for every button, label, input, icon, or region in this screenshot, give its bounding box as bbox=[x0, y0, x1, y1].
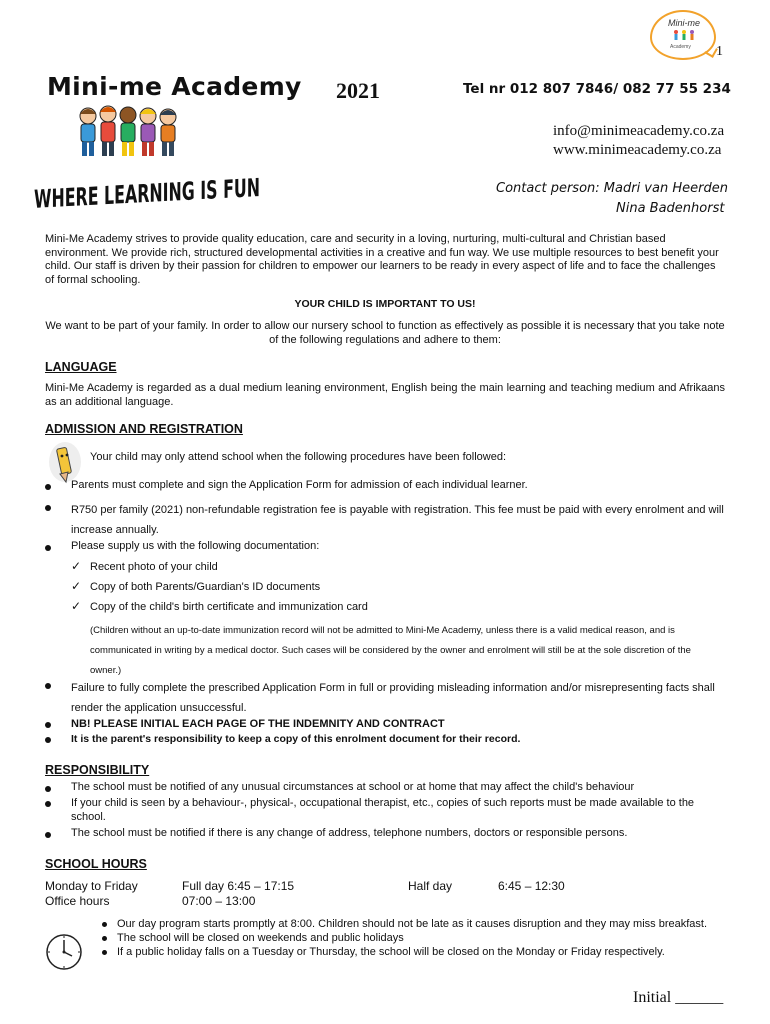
important-heading: YOUR CHILD IS IMPORTANT TO US! bbox=[294, 298, 476, 310]
responsibility-heading: RESPONSIBILITY bbox=[45, 763, 150, 777]
doc-item-3: Copy of the child's birth certificate and immunization card bbox=[90, 601, 368, 613]
hours-full-day: Full day 6:45 – 17:15 bbox=[182, 879, 295, 893]
doc-item-1: Recent photo of your child bbox=[90, 561, 218, 573]
logo-kids-icon bbox=[672, 29, 696, 41]
admission-lead: Your child may only attend school when the following procedures have been followed: bbox=[90, 451, 507, 463]
bullet bbox=[45, 484, 51, 490]
bullet bbox=[102, 936, 107, 941]
family-paragraph: We want to be part of your family. In order to allow our nursery school to function as effectively as possible it is necessary that you take note of the following regulations and adhere to them: bbox=[45, 320, 725, 346]
year: 2021 bbox=[336, 78, 380, 103]
bullet bbox=[45, 545, 51, 551]
bullet bbox=[102, 922, 107, 927]
admission-item-1: Parents must complete and sign the Application Form for admission of each individual learner. bbox=[71, 479, 528, 491]
page-number: 1 bbox=[716, 44, 723, 59]
hours-row2-label: Office hours bbox=[45, 894, 110, 908]
website-link[interactable]: www.minimeacademy.co.za bbox=[553, 142, 722, 158]
immunization-note: (Children without an up-to-date immunization record will not be admitted to Mini-Me Academy, unless there is a valid medical reason, and is communicated in writing by a medical doctor. Such cases will be considered by the owner and enrolment will still be at the sole discretion of the owner.) bbox=[90, 625, 691, 676]
responsibility-item-1: The school must be notified of any unusual circumstances at school or at home that may affect the child's behaviour bbox=[71, 781, 635, 793]
svg-text:WHERE LEARNING IS FUN: WHERE LEARNING IS FUN bbox=[34, 166, 391, 214]
logo-subtext: Academy bbox=[670, 44, 691, 50]
bullet bbox=[45, 786, 51, 792]
hours-note-1: Our day program starts promptly at 8:00. Children should not be late as it causes disruption and they may miss breakfast. bbox=[117, 918, 708, 930]
intro-paragraph: Mini-Me Academy strives to provide quality education, care and security in a loving, nurturing, multi-cultural and Christian based environment. We provide rich, structured developmental activities in a creative and fun way. We use multiple resources to best benefit your child. Our staff is driven by their passion for children to empower our learners to be ready in every aspect of life and to face the challenges of formal schooling. bbox=[45, 233, 719, 286]
bullet bbox=[45, 505, 51, 511]
admission-item-6: It is the parent's responsibility to keep a copy of this enrolment document for their record. bbox=[71, 733, 521, 745]
admission-item-3: Please supply us with the following documentation: bbox=[71, 540, 320, 552]
bullet bbox=[45, 683, 51, 689]
bullet bbox=[45, 722, 51, 728]
hours-office: 07:00 – 13:00 bbox=[182, 894, 256, 908]
hours-row1-label: Monday to Friday bbox=[45, 879, 138, 893]
slogan bbox=[32, 166, 391, 218]
admission-item-2: R750 per family (2021) non-refundable registration fee is payable with registration. This fee must be paid with every enrolment and will increase annually. bbox=[71, 504, 724, 536]
bullet bbox=[45, 801, 51, 807]
admission-item-5: NB! PLEASE INITIAL EACH PAGE OF THE INDEMNITY AND CONTRACT bbox=[71, 718, 445, 730]
responsibility-item-2: If your child is seen by a behaviour-, physical-, occupational therapist, etc., copies of such reports must be made available to the school. bbox=[71, 797, 695, 823]
email-link[interactable]: info@minimeacademy.co.za bbox=[553, 123, 725, 139]
admission-item-4: Failure to fully complete the prescribed Application Form in full or providing misleading information and/or misrepresenting facts shall render the application unsuccessful. bbox=[71, 682, 715, 714]
academy-name: Mini-me Academy bbox=[47, 72, 302, 101]
bullet bbox=[45, 737, 51, 743]
doc-item-2: Copy of both Parents/Guardian's ID documents bbox=[90, 581, 321, 593]
admission-heading: ADMISSION AND REGISTRATION bbox=[45, 422, 243, 436]
bullet bbox=[102, 950, 107, 955]
checkmark-icon: ✓ bbox=[71, 559, 82, 573]
logo-text: Mini-me bbox=[668, 18, 701, 28]
language-heading: LANGUAGE bbox=[45, 360, 117, 374]
children-illustration bbox=[72, 104, 184, 160]
checkmark-icon: ✓ bbox=[71, 579, 82, 593]
school-hours-heading: SCHOOL HOURS bbox=[45, 857, 147, 871]
responsibility-item-3: The school must be notified if there is any change of address, telephone numbers, doctors or responsible persons. bbox=[71, 827, 628, 839]
language-text: Mini-Me Academy is regarded as a dual medium leaning environment, English being the main learning and teaching medium and Afrikaans as an additional language. bbox=[45, 382, 725, 408]
hours-half-day-label: Half day bbox=[408, 879, 453, 893]
telephone: Tel nr 012 807 7846/ 082 77 55 234 bbox=[463, 81, 731, 97]
checkmark-icon: ✓ bbox=[71, 599, 82, 613]
hours-half-day: 6:45 – 12:30 bbox=[498, 879, 565, 893]
hours-note-2: The school will be closed on weekends and public holidays bbox=[117, 932, 404, 944]
hours-note-3: If a public holiday falls on a Tuesday or Thursday, the school will be closed on the Monday or Friday respectively. bbox=[117, 946, 665, 958]
contact-person: Contact person: Madri van Heerden bbox=[496, 181, 728, 196]
clock-icon bbox=[44, 930, 84, 972]
contact-person-2: Nina Badenhorst bbox=[616, 201, 725, 216]
initial-field[interactable]: Initial ______ bbox=[633, 989, 724, 1006]
bullet bbox=[45, 832, 51, 838]
